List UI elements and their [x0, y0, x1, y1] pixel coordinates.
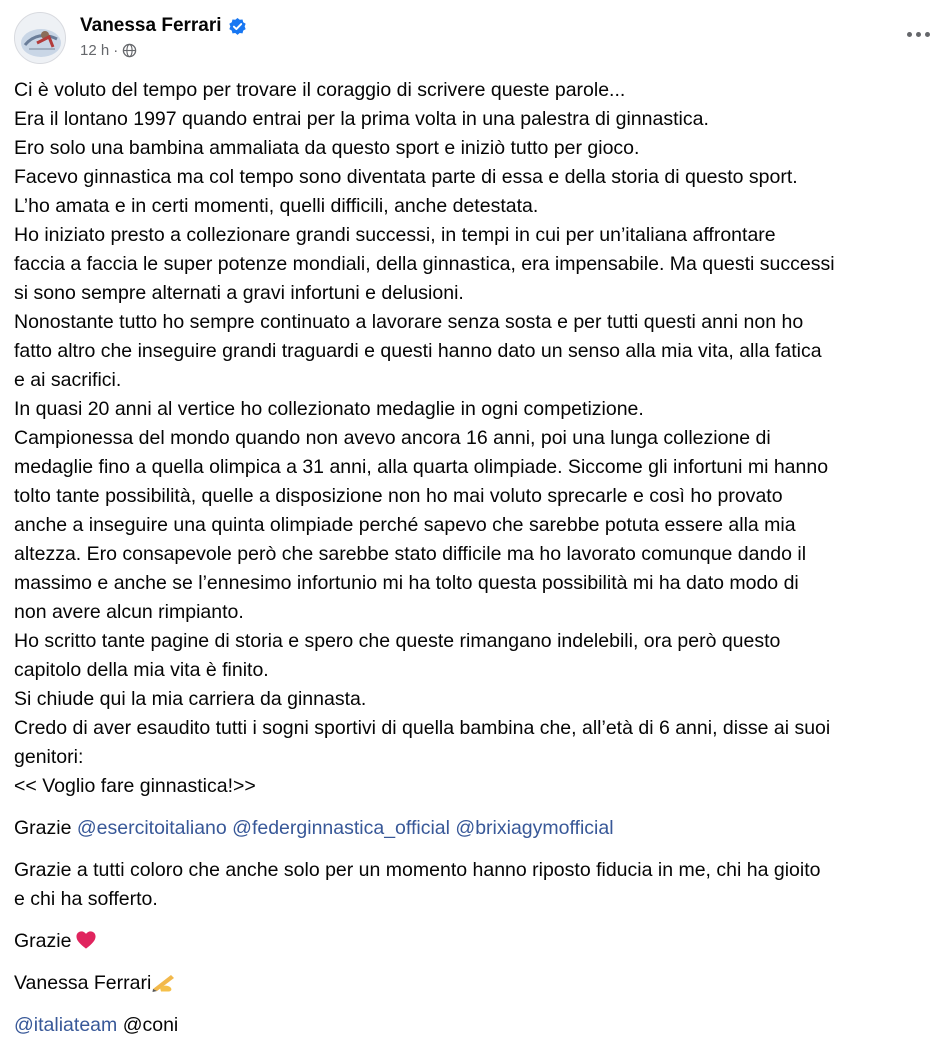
grazie-text: Grazie	[14, 930, 72, 952]
text-line: Facevo ginnastica ma col tempo sono diventata parte di essa e della storia di questo sport.	[14, 166, 798, 188]
author-name[interactable]: Vanessa Ferrari	[80, 15, 222, 36]
text-line: In quasi 20 anni al vertice ho collezionato medaglie in ogni competizione.	[14, 398, 644, 420]
mention-plain: @coni	[122, 1014, 179, 1036]
author-avatar[interactable]	[14, 12, 66, 64]
post-paragraph-tags	[14, 1011, 936, 1040]
text-line: non avere alcun rimpianto.	[14, 601, 244, 623]
author-name-row	[80, 15, 247, 37]
text-line: tolto tante possibilità, quelle a disposizione non ho mai voluto sprecarle e così ho provato	[14, 485, 783, 507]
post-meta	[80, 42, 137, 59]
text-line: fatto altro che inseguire grandi traguardi e questi hanno dato un senso alla mia vita, alla fatica	[14, 340, 822, 362]
mention-link[interactable]: @brixiagymofficial	[455, 817, 614, 839]
text-line: si sono sempre alternati a gravi infortuni e delusioni.	[14, 282, 464, 304]
text-line: Campionessa del mondo quando non avevo ancora 16 anni, poi una lunga collezione di	[14, 427, 771, 449]
text-line: genitori:	[14, 746, 84, 768]
more-dot	[925, 32, 930, 37]
post-paragraph-signature	[14, 969, 936, 998]
globe-icon[interactable]	[122, 43, 137, 58]
text-line: anche a inseguire una quinta olimpiade perché sapevo che sarebbe potuta essere alla mia	[14, 514, 796, 536]
text-line: Ero solo una bambina ammaliata da questo sport e iniziò tutto per gioco.	[14, 137, 640, 159]
post-paragraph-thanks-mentions	[14, 814, 936, 843]
text-line: faccia a faccia le super potenze mondiali, della ginnastica, era impensabile. Ma questi successi	[14, 253, 835, 275]
mention-link[interactable]: @federginnastica_official	[232, 817, 450, 839]
text-line: e ai sacrifici.	[14, 369, 122, 391]
post-body	[14, 76, 936, 1040]
text-line: altezza. Ero consapevole però che sarebbe stato difficile ma ho lavorato comunque dando il	[14, 543, 807, 565]
meta-separator: ·	[113, 42, 119, 59]
text-line: Nonostante tutto ho sempre continuato a lavorare senza sosta e per tutti questi anni non ho	[14, 311, 804, 333]
post-header	[14, 12, 936, 62]
text-line: Era il lontano 1997 quando entrai per la prima volta in una palestra di ginnastica.	[14, 108, 709, 130]
signature-text: Vanessa Ferrari	[14, 972, 152, 994]
post-paragraph-grazie	[14, 927, 936, 956]
text-line: medaglie fino a quella olimpica a 31 anni, alla quarta olimpiade. Siccome gli infortuni mi hanno	[14, 456, 829, 478]
mention-link[interactable]: @esercitoitaliano	[76, 817, 227, 839]
text-line: massimo e anche se l’ennesimo infortunio mi ha tolto questa possibilità mi ha dato modo di	[14, 572, 799, 594]
text-line: L’ho amata e in certi momenti, quelli difficili, anche detestata.	[14, 195, 539, 217]
mention-link[interactable]: @italiateam	[14, 1014, 118, 1036]
avatar-image	[15, 13, 66, 64]
verified-badge-icon	[228, 17, 247, 36]
text-line: << Voglio fare ginnastica!>>	[14, 775, 256, 797]
text-line: e chi ha sofferto.	[14, 888, 158, 910]
text-line: Ho scritto tante pagine di storia e spero che queste rimangano indelebili, ora però questo	[14, 630, 781, 652]
text-line: Grazie a tutti coloro che anche solo per un momento hanno riposto fiducia in me, chi ha gioito	[14, 859, 821, 881]
red-heart-icon	[75, 930, 97, 950]
text-line: Credo di aver esaudito tutti i sogni sportivi di quella bambina che, all’età di 6 anni, disse ai suoi	[14, 717, 831, 739]
text-line: Ho iniziato presto a collezionare grandi successi, in tempi in cui per un’italiana affrontare	[14, 224, 776, 246]
post-paragraph-main	[14, 76, 936, 801]
text-line: Si chiude qui la mia carriera da ginnasta.	[14, 688, 367, 710]
text-line: capitolo della mia vita è finito.	[14, 659, 269, 681]
more-dot	[916, 32, 921, 37]
text-line: Ci è voluto del tempo per trovare il coraggio di scrivere queste parole...	[14, 79, 626, 101]
more-options-button[interactable]	[900, 22, 936, 46]
thanks-text: Grazie	[14, 817, 72, 839]
post-paragraph-gratitude	[14, 856, 936, 914]
writing-hand-icon	[151, 971, 177, 993]
post-timestamp[interactable]: 12 h	[80, 42, 110, 59]
more-dot	[907, 32, 912, 37]
